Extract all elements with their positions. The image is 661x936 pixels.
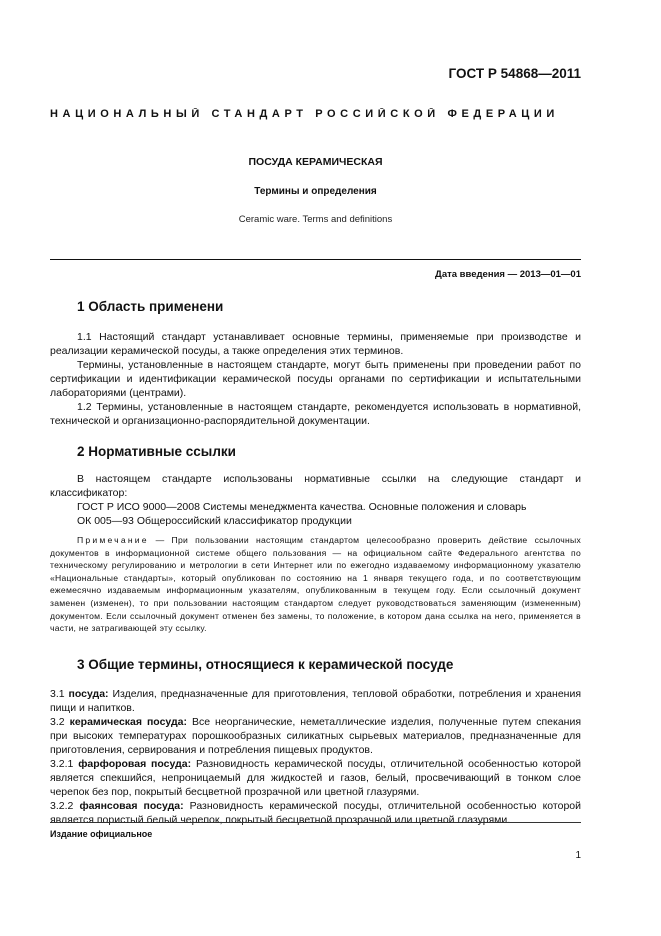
section-normative-references bbox=[50, 445, 581, 635]
term-entry bbox=[50, 715, 581, 757]
term-name: посуда: bbox=[68, 687, 109, 700]
note-label: Примечание bbox=[77, 535, 149, 545]
term-name: керамическая посуда: bbox=[69, 715, 188, 728]
term-entry bbox=[50, 757, 581, 799]
standard-code: ГОСТ Р 54868—2011 bbox=[448, 66, 581, 81]
footer-divider bbox=[50, 822, 581, 823]
note bbox=[50, 534, 581, 635]
national-standard-banner: НАЦИОНАЛЬНЫЙ СТАНДАРТ РОССИЙСКОЙ ФЕДЕРАЦИИ bbox=[50, 108, 559, 120]
section-general-terms bbox=[50, 658, 581, 827]
term-definition: Разновидность керамической посуды, отличительной особенностью которой является пористый белый черепок, покрытый бесцветной прозрачной или цветной глазурями. bbox=[50, 799, 581, 826]
term-definition: Разновидность керамической посуды, отличительной особенностью которой является спекшийся, непроницаемый для жидкостей и газов, белый, просвечивающий в тонком слое черепок без пор, покрытый бесцветной прозрачной или цветной глазурями. bbox=[50, 757, 582, 798]
term-entry bbox=[50, 687, 581, 715]
section-1-heading: 1 Область применени bbox=[77, 299, 224, 314]
document-body bbox=[50, 300, 581, 827]
document-title: ПОСУДА КЕРАМИЧЕСКАЯ bbox=[248, 156, 383, 168]
title-divider bbox=[50, 259, 581, 260]
section-2-heading: 2 Нормативные ссылки bbox=[77, 444, 236, 459]
paragraph: 1.2 Термины, установленные в настоящем стандарте, рекомендуется использовать в нормативной, технической и организационно-распорядительной документации. bbox=[50, 401, 581, 427]
term-name: фарфоровая посуда: bbox=[78, 757, 192, 770]
document-english-title: Ceramic ware. Terms and definitions bbox=[238, 214, 393, 225]
paragraph: 1.1 Настоящий стандарт устанавливает основные термины, применяемые при производстве и реализации керамической посуды, а также определения этих терминов. bbox=[50, 331, 581, 357]
section-3-heading: 3 Общие термины, относящиеся к керамической посуде bbox=[77, 656, 454, 672]
reference-item: ГОСТ Р ИСО 9000—2008 Системы менеджмента качества. Основные положения и словарь bbox=[77, 501, 527, 513]
reference-item: ОК 005—93 Общероссийский классификатор продукции bbox=[77, 515, 352, 527]
paragraph: В настоящем стандарте использованы нормативные ссылки на следующие стандарт и классификатор: bbox=[50, 473, 581, 499]
paragraph: Термины, установленные в настоящем стандарте, могут быть применены при проведении работ по сертификации и идентификации керамической посуды органами по сертификации и испытательными лабораториями (центрами). bbox=[50, 359, 581, 399]
introduction-date: Дата введения — 2013—01—01 bbox=[435, 269, 581, 280]
term-name: фаянсовая посуда: bbox=[79, 799, 184, 812]
term-definition: Изделия, предназначенные для приготовления, тепловой обработки, потребления и хранения пищи и напитков. bbox=[50, 687, 582, 714]
term-number: 3.2.2 bbox=[50, 799, 74, 812]
document-subtitle: Термины и определения bbox=[254, 186, 377, 197]
term-number: 3.2 bbox=[50, 715, 65, 728]
section-scope bbox=[50, 300, 581, 428]
term-number: 3.1 bbox=[50, 687, 65, 700]
page-number: 1 bbox=[575, 850, 581, 861]
edition-label: Издание официальное bbox=[50, 829, 153, 839]
term-definition: Все неорганические, неметаллические изделия, полученные путем спекания при высоких температурах порошкообразных силикатных сырьевых материалов, предназначенные для приготовления, сервирования и потребления пищевых продуктов. bbox=[50, 715, 582, 756]
term-number: 3.2.1 bbox=[50, 757, 74, 770]
note-text: — При пользовании настоящим стандартом целесообразно проверить действие ссылочных документов в информационной системе общего пользования — на официальном сайте Федерального агентства по техническому регулированию и метрологии в сети Интернет или по ежегодно издаваемому информационному указателю «Национальные стандарты», который опубликован по состоянию на 1 января текущего года, и по соответствующим ежемесячно издаваемым информационным указателям, опубликованным в текущем году. Если ссылочный документ заменен (изменен), то при пользовании настоящим стандартом следует руководствоваться заменяющим (измененным) документом. Если ссылочный документ отменен без замены, то положение, в котором дана ссылка на него, применяется в части, не затрагивающей эту ссылку. bbox=[50, 535, 581, 634]
